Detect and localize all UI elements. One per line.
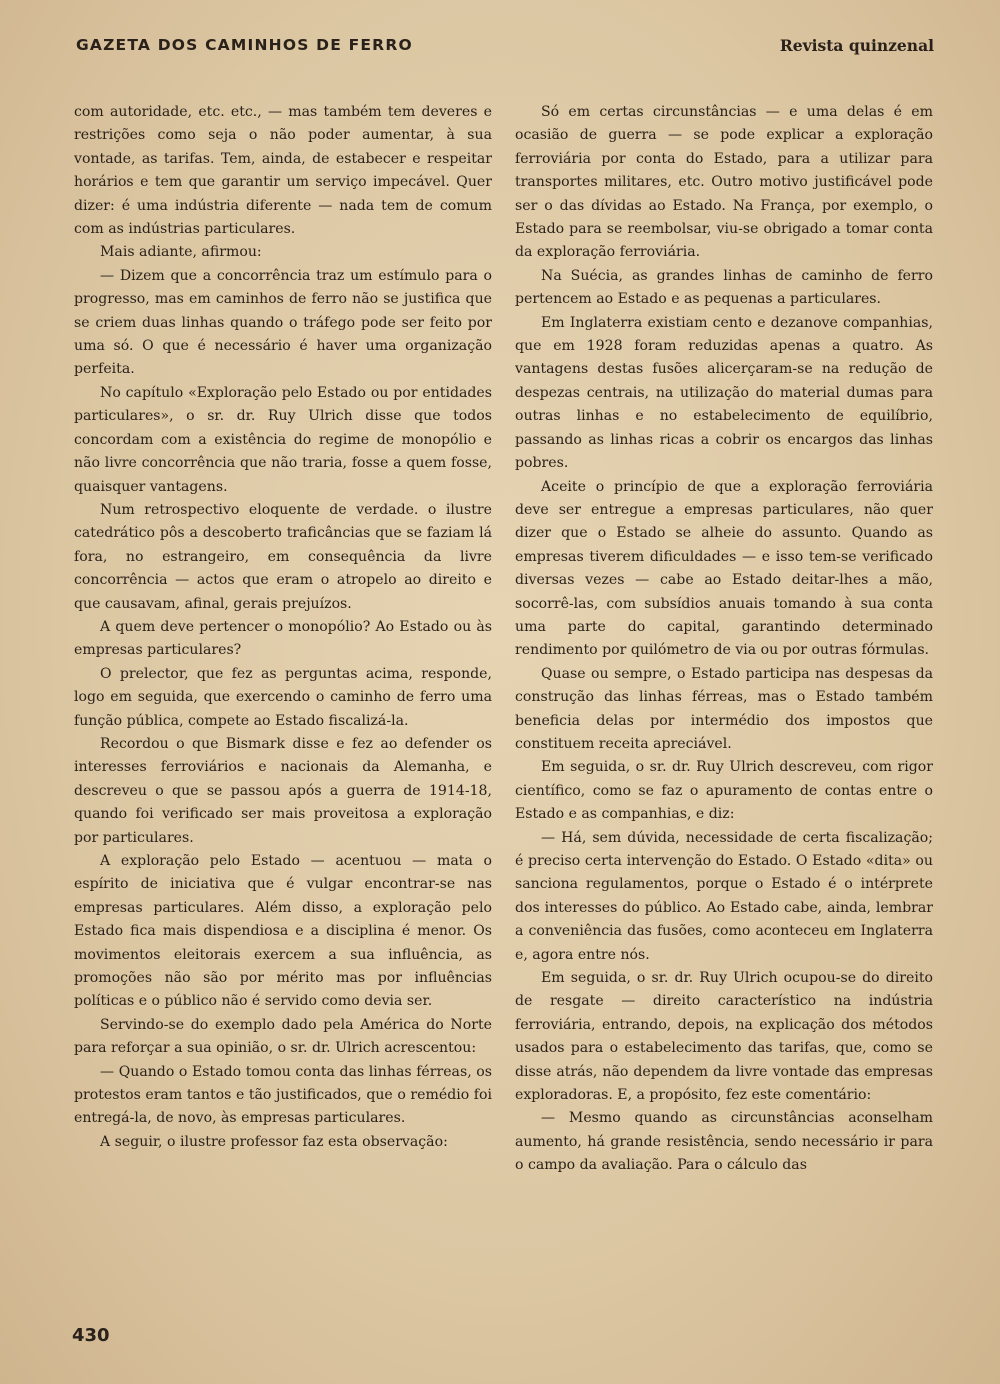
- left-column: [74, 101, 492, 1154]
- paragraph: Aceite o princípio de que a exploração ferroviária deve ser entregue a empresas particulares, não quer dizer que o Estado se alheie do assunto. Quando as empresas tiverem dificuldades — e isso tem-se verificado diversas vezes — cabe ao Estado deitar-lhes a mão, socorrê-las, com subsídios anuais tomando à sua conta uma parte do capital, garantindo determinado rendimento por quilómetro de via ou por outras fórmulas.: [515, 478, 933, 659]
- paragraph: Em Inglaterra existiam cento e dezanove companhias, que em 1928 foram reduzidas apenas a quatro. As vantagens destas fusões alicerçaram-se na redução de despezas centrais, na utilização do material dumas para outras linhas e no estabelecimento de equilíbrio, passando as linhas ricas a cobrir os encargos das linhas pobres.: [515, 314, 933, 472]
- paragraph: — Mesmo quando as circunstâncias aconselham aumento, há grande resistência, sendo necessário ir para o campo da avaliação. Para o cálculo das: [515, 1110, 933, 1174]
- paragraph: Só em certas circunstâncias — e uma delas é em ocasião de guerra — se pode explicar a exploração ferroviária por conta do Estado, para a utilizar para transportes militares, etc. Outro motivo justificável pode ser o das dívidas ao Estado. Na França, por exemplo, o Estado para se reembolsar, viu-se obrigado a tomar conta da exploração ferroviária.: [515, 104, 933, 261]
- paragraph: O prelector, que fez as perguntas acima, responde, logo em seguida, que exercendo o caminho de ferro uma função pública, compete ao Estado fiscalizá-la.: [74, 665, 492, 729]
- page-number: 430: [72, 1325, 110, 1346]
- right-column: [515, 101, 933, 1178]
- paragraph: — Dizem que a concorrência traz um estímulo para o progresso, mas em caminhos de ferro não se justifica que se criem duas linhas quando o tráfego pode ser feito por uma só. O que é necessário é haver uma organização perfeita.: [74, 267, 492, 378]
- paragraph: A quem deve pertencer o monopólio? Ao Estado ou às empresas particulares?: [74, 618, 492, 659]
- paragraph: Servindo-se do exemplo dado pela América do Norte para reforçar a sua opinião, o sr. dr. Ulrich acrescentou:: [74, 1016, 492, 1057]
- paragraph: Recordou o que Bismark disse e fez ao defender os interesses ferroviários e nacionais da Alemanha, e descreveu o que se passou após a guerra de 1914-18, quando foi verificado ser mais proveitosa a exploração por particulares.: [74, 735, 492, 846]
- journal-subtitle: Revista quinzenal: [779, 36, 934, 55]
- paragraph: — Quando o Estado tomou conta das linhas férreas, os protestos eram tantos e tão justificados, que o remédio foi entregá-la, de novo, às empresas particulares.: [74, 1063, 492, 1127]
- paragraph: Num retrospectivo eloquente de verdade. o ilustre catedrático pôs a descoberto traficâncias que se faziam lá fora, no estrangeiro, em consequência da livre concorrência — actos que eram o atropelo ao direito e que causavam, afinal, gerais prejuízos.: [74, 501, 492, 612]
- paragraph: Em seguida, o sr. dr. Ruy Ulrich ocupou-se do direito de resgate — direito característico na indústria ferroviária, entrando, depois, na explicação dos métodos usados para o estabelecimento das tarifas, que, como se disse atrás, não dependem da livre vontade das empresas exploradoras. E, a propósito, fez este comentário:: [515, 970, 933, 1104]
- paragraph: A seguir, o ilustre professor faz esta observação:: [100, 1133, 448, 1150]
- paragraph: Mais adiante, afirmou:: [100, 244, 262, 261]
- paragraph: Em seguida, o sr. dr. Ruy Ulrich descreveu, com rigor científico, como se faz o apuramento de contas entre o Estado e as companhias, e diz:: [515, 759, 933, 823]
- paragraph: Quase ou sempre, o Estado participa nas despesas da construção das linhas férreas, mas o Estado também beneficia delas por intermédio dos impostos que constituem receita apreciável.: [515, 665, 933, 752]
- journal-title: GAZETA DOS CAMINHOS DE FERRO: [76, 36, 413, 54]
- paragraph: com autoridade, etc. etc., — mas também tem deveres e restrições como seja o não poder aumentar, à sua vontade, as tarifas. Tem, ainda, de estabecer e respeitar horários e tem que garantir um serviço impecável. Quer dizer: é uma indústria diferente — nada tem de comum com as indústrias particulares.: [74, 104, 492, 238]
- paragraph: — Há, sem dúvida, necessidade de certa fiscalização; é preciso certa intervenção do Estado. O Estado «dita» ou sanciona regulamentos, porque o Estado é o intérprete dos interesses do público. Ao Estado cabe, ainda, lembrar a conveniência das fusões, como aconteceu em Inglaterra e, agora entre nós.: [515, 829, 933, 963]
- paragraph: A exploração pelo Estado — acentuou — mata o espírito de iniciativa que é vulgar encontrar-se nas empresas particulares. Além disso, a exploração pelo Estado fica mais dispendiosa e a disciplina é menor. Os movimentos eleitorais exercem a sua influência, as promoções não são por mérito mas por influências políticas e o público não é servido como devia ser.: [74, 853, 492, 1010]
- paragraph: No capítulo «Exploração pelo Estado ou por entidades particulares», o sr. dr. Ruy Ulrich disse que todos concordam com a existência do regime de monopólio e não livre concorrência que não traria, fosse a quem fosse, quaisquer vantagens.: [74, 384, 492, 495]
- paragraph: Na Suécia, as grandes linhas de caminho de ferro pertencem ao Estado e as pequenas a particulares.: [515, 267, 933, 308]
